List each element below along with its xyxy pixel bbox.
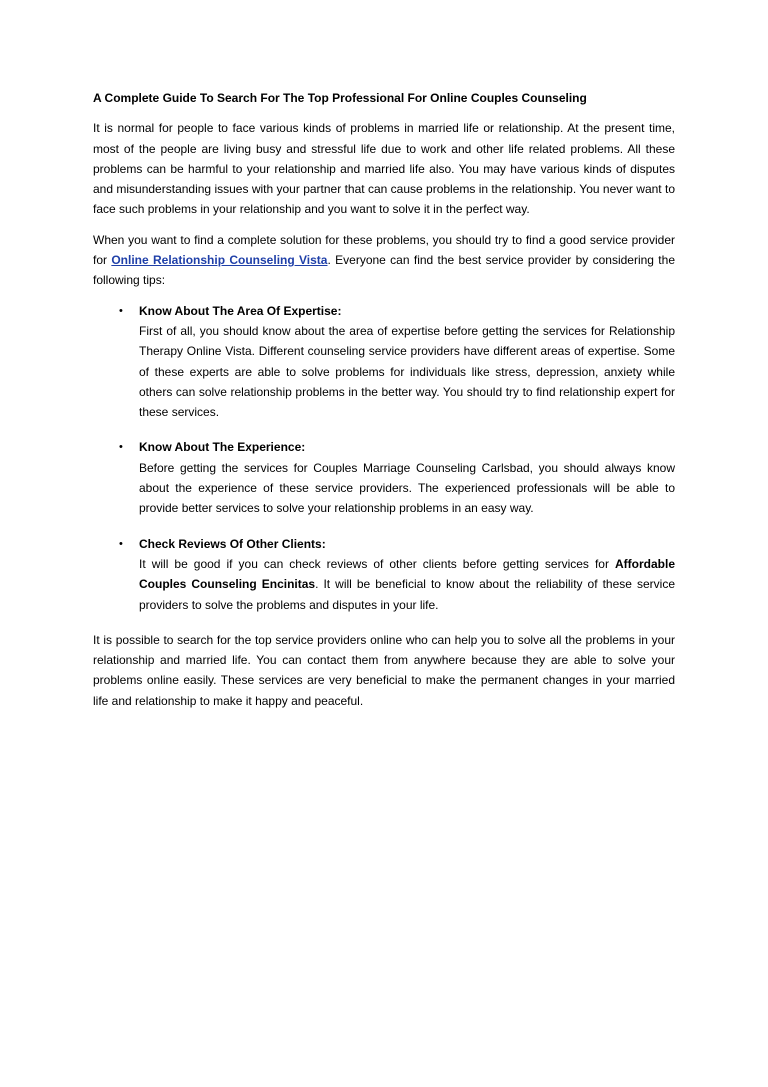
intro-paragraph: It is normal for people to face various kinds of problems in married life or relationship. At the present time, most of the people are living busy and stressful life due to work and other life related problems. All these problems can be harmful to your relationship and married life also. You may have various kinds of disputes and misunderstanding issues with your partner that can cause problems in the relationship. You never want to face such problems in your relationship and you want to solve it in the perfect way. xyxy=(93,121,675,217)
bullet-icon: • xyxy=(119,537,123,550)
tip-body: First of all, you should know about the area of expertise before getting the services for Relationship Therapy Online Vista. Different counseling service providers have different areas of expertise. Some of these experts are able to solve problems for individuals like stress, depression, anxiety while others can solve relationship problems in the better way. You should try to find relationship expert for these services. xyxy=(139,323,675,420)
tip-heading: Check Reviews Of Other Clients: xyxy=(139,536,326,551)
tips-list xyxy=(93,301,675,615)
document-page xyxy=(93,88,675,721)
bullet-icon: • xyxy=(119,441,123,454)
closing-paragraph: It is possible to search for the top service providers online who can help you to solve all the problems in your relationship and married life. You can contact them from anywhere because they are able to solve your problems online easily. These services are very beneficial to make the permanent changes in your married life and relationship to make it happy and peaceful. xyxy=(93,632,675,708)
tip-body-text: . It will be beneficial to know about the reliability of these service providers to solve the problems and disputes in your life. xyxy=(139,577,676,612)
solution-text-before-link: When you want to find a complete solution for these problems, you should try to find a good service provider for xyxy=(93,232,675,268)
tip-expertise xyxy=(93,301,675,423)
bullet-icon: • xyxy=(119,304,123,317)
tip-body-text: It will be good if you can check reviews of other clients before getting services for xyxy=(139,556,615,571)
tip-body-bold-text: Affordable Couples Counseling Encinitas xyxy=(139,556,675,592)
tip-body xyxy=(139,554,675,615)
tip-reviews xyxy=(93,534,675,615)
solution-paragraph xyxy=(93,230,675,291)
tip-heading: Know About The Experience: xyxy=(139,440,306,455)
online-relationship-counseling-vista-link[interactable]: Online Relationship Counseling Vista xyxy=(111,253,328,268)
document-title: A Complete Guide To Search For The Top Professional For Online Couples Counseling xyxy=(93,91,587,105)
tip-experience xyxy=(93,437,675,518)
tip-body: Before getting the services for Couples Marriage Counseling Carlsbad, you should always know about the experience of these service providers. The experienced professionals will be able to provide better services to solve your relationship problems in an easy way. xyxy=(139,460,675,516)
solution-text-after-link: . Everyone can find the best service provider by considering the following tips: xyxy=(93,253,675,288)
tip-heading: Know About The Area Of Expertise: xyxy=(139,303,342,318)
